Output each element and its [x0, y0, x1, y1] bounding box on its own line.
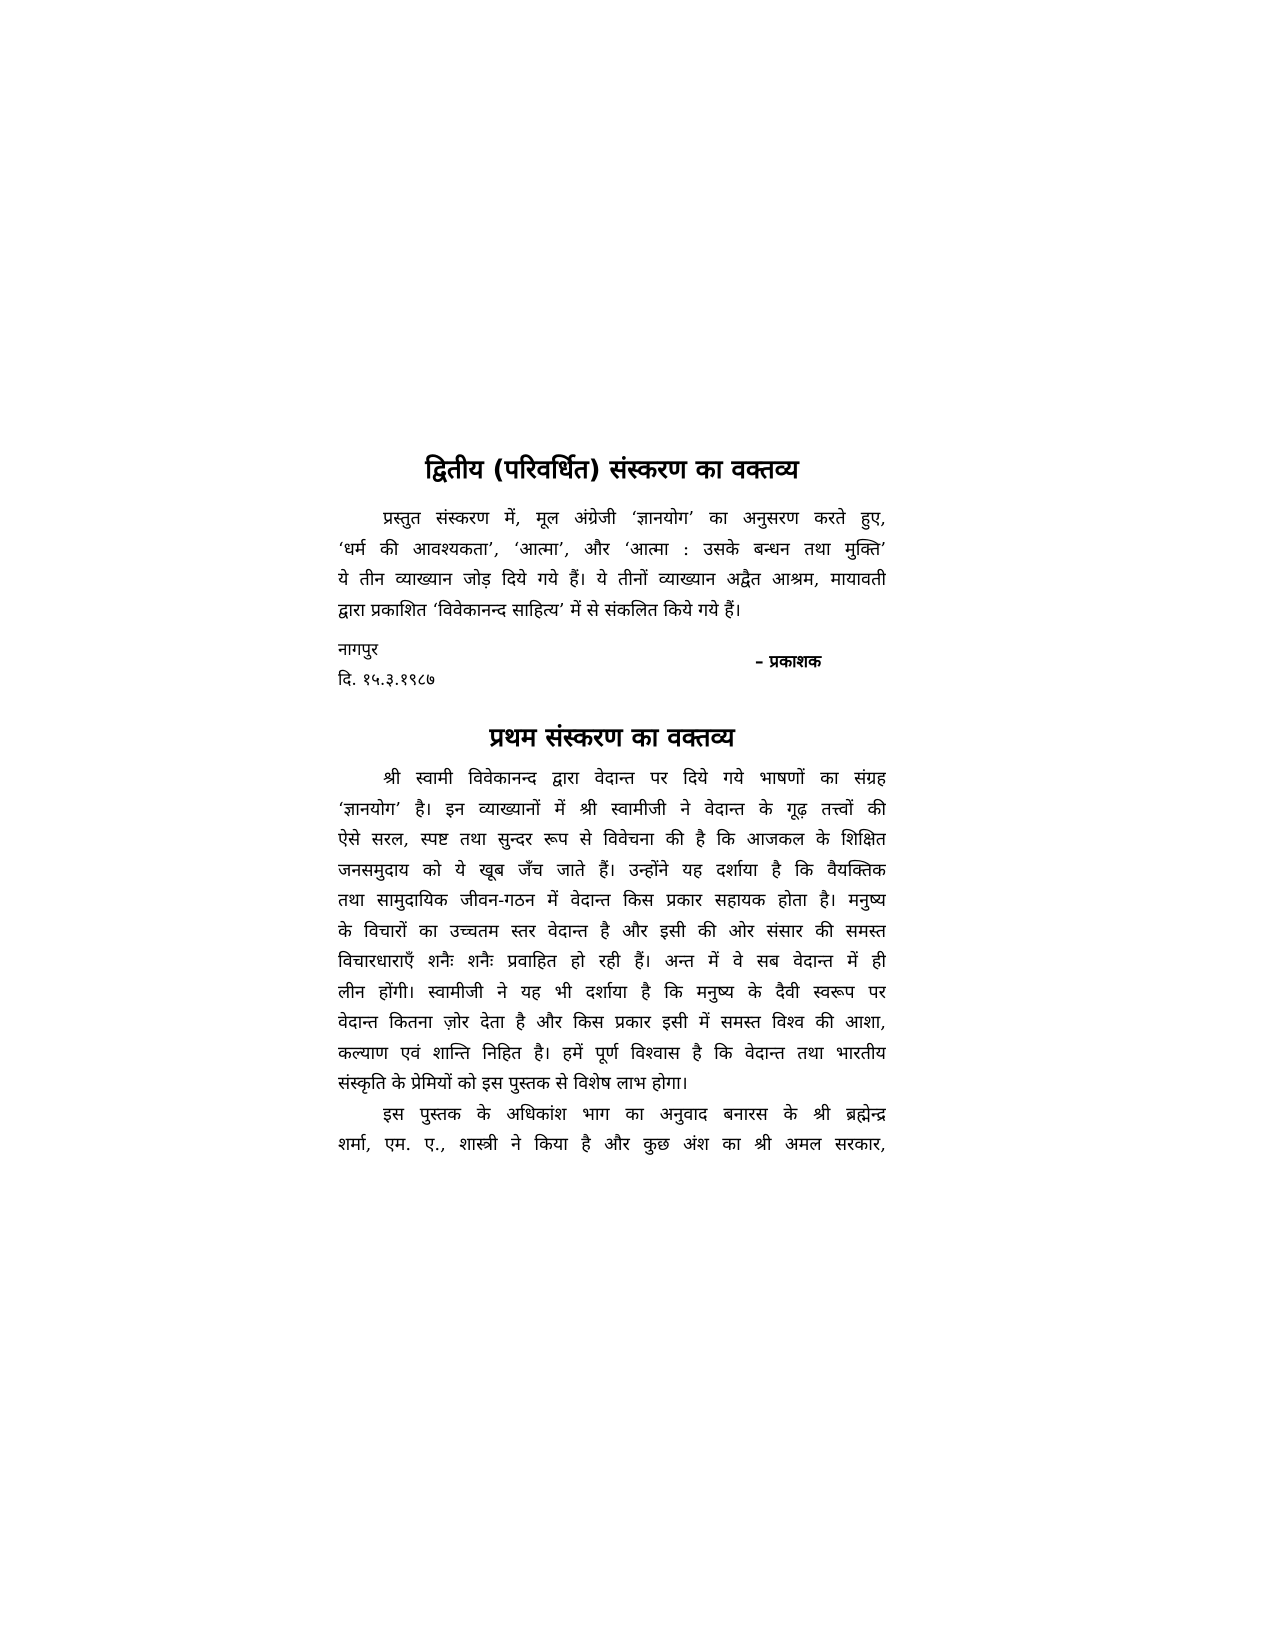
paragraph-line: विचारधाराएँ शनैः शनैः प्रवाहित हो रही हैं। अन्त में वे सब वेदान्त में ही	[338, 951, 886, 972]
publisher-signature: – प्रकाशक	[755, 652, 822, 672]
paragraph-line: जनसमुदाय को ये खूब जँच जाते हैं। उन्होंने यह दर्शाया है कि वैयक्तिक	[338, 859, 886, 881]
paragraph-line: शर्मा, एम. ए., शास्त्री ने किया है और कुछ अंश का श्री अमल सरकार,	[338, 1134, 886, 1155]
first-edition-paragraph-2	[338, 1100, 886, 1161]
paragraph-line: ‘ज्ञानयोग’ है। इन व्याख्यानों में श्री स्वामीजी ने वेदान्त के गूढ़ तत्त्वों की	[338, 798, 886, 820]
date-label: दि. १५.३.१९८७	[338, 670, 435, 690]
first-edition-heading: प्रथम संस्करण का वक्तव्य	[489, 723, 735, 753]
place-label: नागपुर	[338, 640, 379, 660]
paragraph-line: संस्कृति के प्रेमियों को इस पुस्तक से विशेष लाभ होगा।	[338, 1073, 688, 1094]
paragraph-line: ‘धर्म की आवश्यकता’, ‘आत्मा’, और ‘आत्मा : उसके बन्धन तथा मुक्ति’	[338, 538, 886, 560]
paragraph-line: प्रस्तुत संस्करण में, मूल अंग्रेजी ‘ज्ञानयोग’ का अनुसरण करते हुए,	[383, 508, 886, 529]
first-edition-paragraph-1	[338, 764, 886, 1100]
paragraph-line: ये तीन व्याख्यान जोड़ दिये गये हैं। ये तीनों व्याख्यान अद्वैत आश्रम, मायावती	[338, 569, 886, 590]
second-edition-paragraph	[338, 504, 886, 626]
paragraph-line: द्वारा प्रकाशित ‘विवेकानन्द साहित्य’ में से संकलित किये गये हैं।	[338, 599, 741, 621]
paragraph-line: ऐसे सरल, स्पष्ट तथा सुन्दर रूप से विवेचना की है कि आजकल के शिक्षित	[338, 829, 886, 850]
paragraph-line: लीन होंगी। स्वामीजी ने यह भी दर्शाया है कि मनुष्य के दैवी स्वरूप पर	[338, 981, 886, 1003]
paragraph-line: के विचारों का उच्चतम स्तर वेदान्त है और इसी की ओर संसार की समस्त	[338, 920, 886, 942]
paragraph-line: वेदान्त कितना ज़ोर देता है और किस प्रकार इसी में समस्त विश्व की आशा,	[338, 1012, 886, 1033]
paragraph-line: श्री स्वामी विवेकानन्द द्वारा वेदान्त पर दिये गये भाषणों का संग्रह	[383, 768, 886, 789]
page-content	[338, 450, 886, 1161]
paragraph-line: कल्याण एवं शान्ति निहित है। हमें पूर्ण विश्वास है कि वेदान्त तथा भारतीय	[338, 1042, 886, 1064]
paragraph-line: इस पुस्तक के अधिकांश भाग का अनुवाद बनारस के श्री ब्रह्मेन्द्र	[383, 1103, 886, 1125]
paragraph-line: तथा सामुदायिक जीवन-गठन में वेदान्त किस प्रकार सहायक होता है। मनुष्य	[338, 890, 886, 911]
signature-block	[338, 636, 886, 698]
second-edition-heading: द्वितीय (परिवर्धित) संस्करण का वक्तव्य	[425, 455, 799, 485]
